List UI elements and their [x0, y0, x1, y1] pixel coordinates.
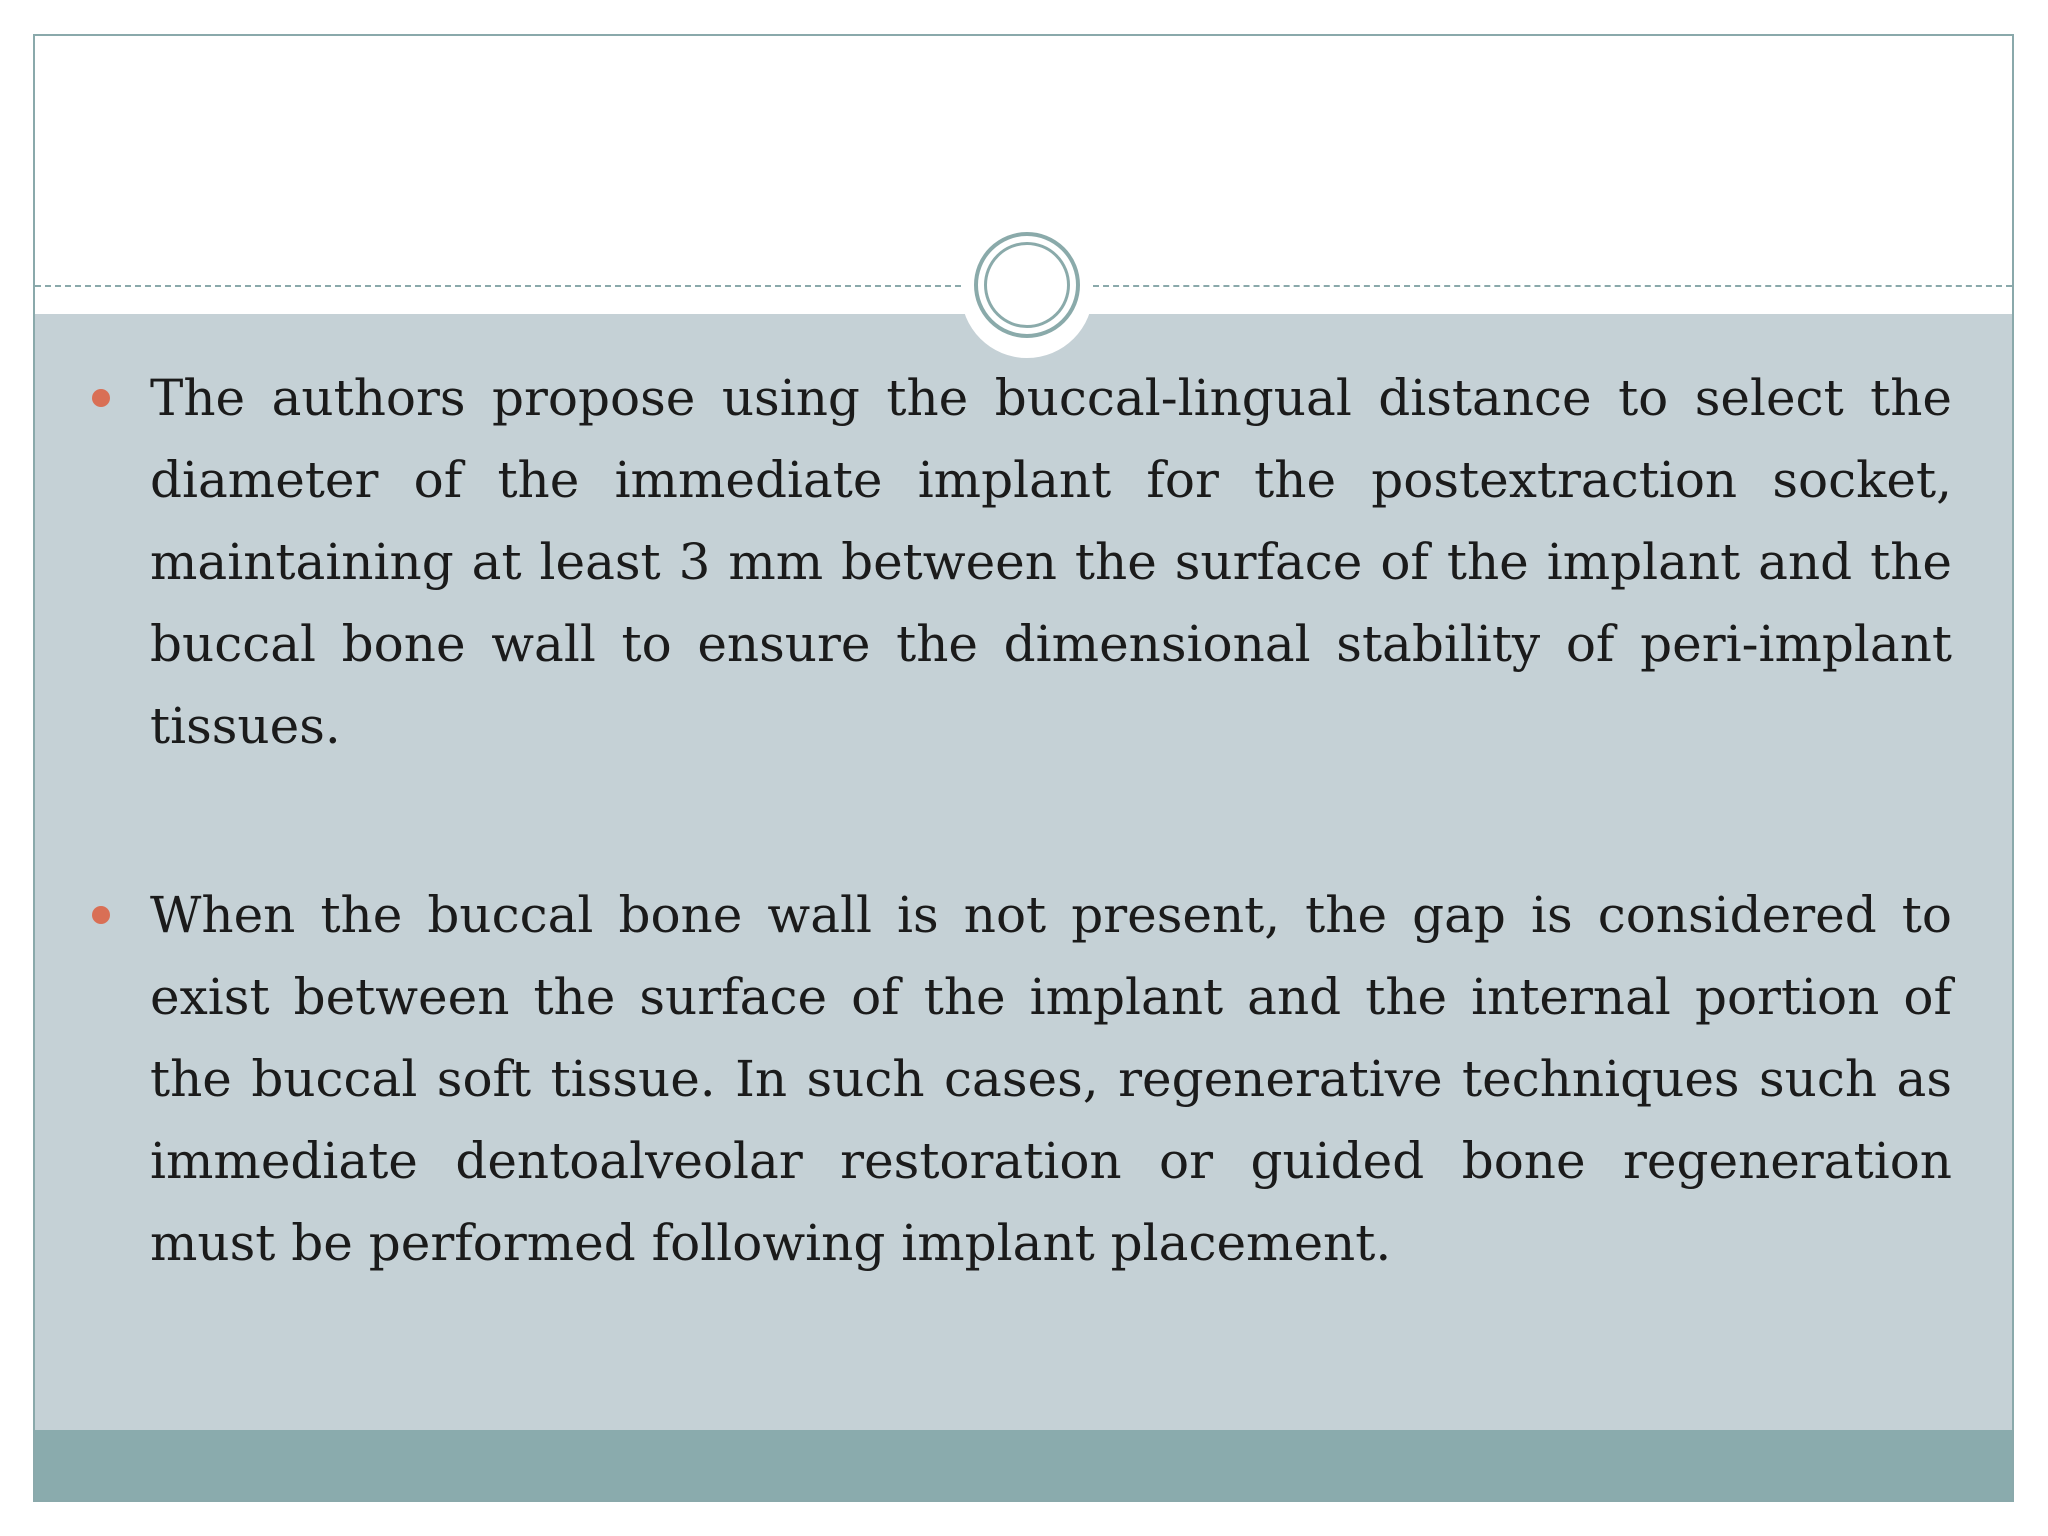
bullet-item: [150, 874, 1952, 1284]
slide-footer-band: [35, 1430, 2012, 1500]
double-ring-icon: [974, 232, 1080, 338]
bullet-list: [150, 357, 1952, 1284]
bullet-dot-icon: [92, 906, 110, 924]
bullet-text: The authors propose using the buccal-lingual distance to select the diameter of the immediate implant for the postextraction socket, maintaining at least 3 mm between the surface of the implant and the buccal bone wall to ensure the dimensional stability of peri-implant tissues.: [150, 369, 1952, 755]
bullet-dot-icon: [92, 389, 110, 407]
bullet-item: [150, 357, 1952, 767]
header-dashed-rule-right: [1093, 285, 2012, 287]
header-dashed-rule-left: [35, 285, 961, 287]
bullet-text: When the buccal bone wall is not present, the gap is considered to exist between the surface of the implant and the internal portion of the buccal soft tissue. In such cases, regenerative techniques such as immediate dentoalveolar restoration or guided bone regeneration must be performed following implant placement.: [150, 886, 1952, 1272]
